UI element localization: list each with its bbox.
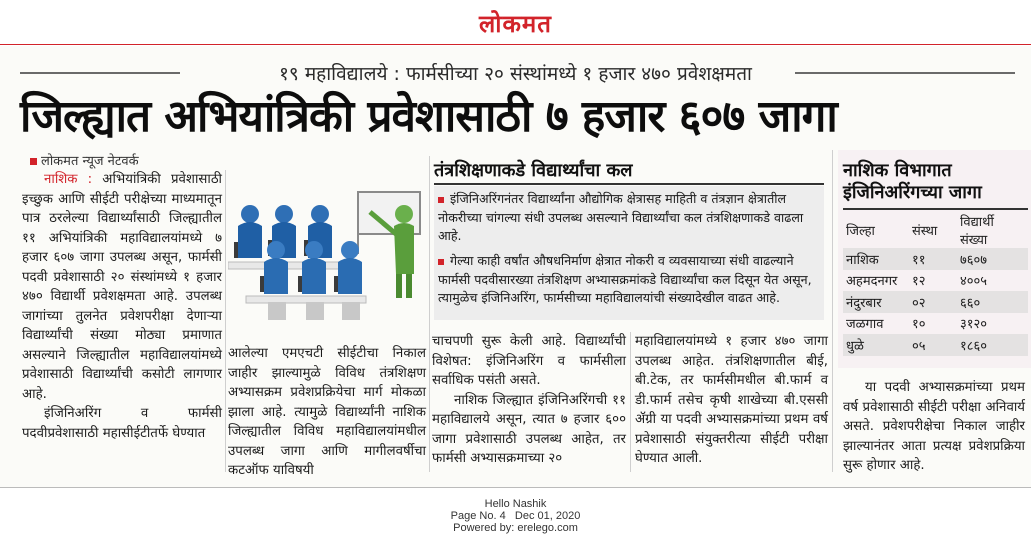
byline-text: लोकमत न्यूज नेटवर्क	[41, 154, 139, 169]
footer	[0, 498, 1031, 534]
bullet-square-icon	[438, 197, 444, 203]
box-title-rule	[434, 183, 824, 185]
table-header: जिल्हा	[846, 224, 875, 239]
column-divider	[429, 156, 430, 472]
highlight-box	[434, 186, 824, 320]
box-bullet-text: इंजिनिअरिंगनंतर विद्यार्थ्यांना औद्योगिक क्षेत्रासह माहिती व तंत्रज्ञान क्षेत्रातील नोकरीच्या चांगल्या संधी उपलब्ध असल्याने विद्यार्थ्यांचा कल तंत्रशिक्षणाकडे वाढला आहे.	[438, 191, 804, 243]
byline	[30, 151, 139, 169]
table-cell: ४००५	[960, 274, 988, 290]
column-1-para-2: इंजिनिअरिंग व फार्मसी पदवीप्रवेशासाठी महासीईटीतर्फे घेण्यात	[22, 406, 222, 441]
column-1-text: अभियांत्रिकी प्रवेशासाठी इच्छुक आणि सीईटी परीक्षेच्या माध्यमातून पात्र ठरलेल्या विद्यार्थ्यांसाठी जिल्ह्यातील ११ अभियांत्रिकी महाविद्यालयांमध्ये ७ हजार ६०७ जागा उपलब्ध असून, फार्मसी पदवी प्रवेशासाठी २० संस्थांमध्ये १ हजार ४७० विद्यार्थी प्रवेशक्षमता आहे. उपलब्ध जागांच्या तुलनेत प्रवेशपरीक्षा देणाऱ्या विद्यार्थ्यांची संख्या मोठ्या प्रमाणात असल्याने जिल्ह्यातील महाविद्यालयांमध्ये प्रवेशासाठी विद्यार्थ्यांची कसोटी लागणार आहे.	[22, 172, 223, 402]
column-3-para-1: चाचपणी सुरू केली आहे. विद्यार्थ्यांची विशेषत: इंजिनिअरिंग व फार्मसीला सर्वाधिक पसंती असते.	[432, 334, 626, 388]
footer-page-line	[0, 510, 1031, 522]
box-bullet-text: गेल्या काही वर्षांत औषधनिर्माण क्षेत्रात नोकरी व व्यवसायाच्या संधी वाढल्याने फार्मसी पदवीसारख्या तंत्रशिक्षण अभ्यासक्रमांकडे विद्यार्थ्यांचा कल दिसून येत असून, त्यामुळेच इंजिनिअरिंग, फार्मसीच्या महाविद्यालयांची संख्यादेखील वाढत आहे.	[438, 253, 812, 305]
table-row	[843, 270, 1028, 292]
table-header-row	[843, 212, 1028, 248]
table-header: विद्यार्थी संख्या	[960, 215, 994, 248]
column-3-para-2: नाशिक जिल्ह्यात इंजिनिअरिंगची ११ महाविद्यालये असून, त्यात ७ हजार ६०० जागा प्रवेशासाठी उपलब्ध आहेत, तर फार्मसी अभ्यासक्रमाच्या २०	[432, 392, 626, 466]
column-divider	[832, 150, 833, 472]
seats-table-title: नाशिक विभागात इंजिनिअरिंगच्या जागा	[843, 160, 982, 203]
table-row	[843, 334, 1028, 356]
masthead	[0, 0, 1031, 44]
bullet-square-icon	[438, 259, 444, 265]
table-cell: नाशिक	[843, 248, 909, 270]
classroom-computers-illustration	[228, 184, 424, 324]
table-cell: ३१२०	[960, 317, 988, 333]
article-column-2: आलेल्या एमएचटी सीईटीचा निकाल जाहीर झाल्यामुळे विविध तंत्रशिक्षण अभ्यासक्रम प्रवेशप्रक्रियेचा मार्ग मोकळा झाला आहे. त्यामुळे विद्यार्थ्यांनी नाशिक जिल्ह्यातील विविध महाविद्यालयांमधील उपलब्ध जागा आणि मागीलवर्षीचा कटऑफ याविषयी	[228, 346, 426, 478]
column-divider	[225, 170, 226, 472]
table-cell: ०५	[909, 334, 957, 356]
seats-table-title-rule	[843, 208, 1028, 210]
column-1-para-1	[22, 170, 222, 404]
footer-divider	[0, 487, 1031, 488]
table-cell: जळगाव	[846, 317, 884, 333]
table-cell: १०	[912, 317, 926, 333]
article-column-3	[432, 332, 626, 469]
seats-table	[843, 212, 1028, 356]
footer-date: Dec 01, 2020	[514, 510, 581, 522]
box-bullet-2	[438, 252, 818, 308]
kicker: १९ महाविद्यालये : फार्मसीच्या २० संस्थांमध्ये १ हजार ४७० प्रवेशक्षमता	[279, 63, 752, 85]
box-bullet-1	[438, 190, 818, 246]
article-column-4: महाविद्यालयांमध्ये १ हजार ४७० जागा उपलब्ध आहेत. तंत्रशिक्षणातील बीई, बी.टेक, तर फार्मसीमधील बी.फार्म व डी.फार्म तसेच कृषी शाखेच्या बी.एससी ॲग्री या पदवी अभ्यासक्रमांच्या प्रथम वर्ष प्रवेशासाठी संयुक्तरीत्या सीईटी परीक्षा घेण्यात आली.	[635, 334, 828, 466]
seats-table-wrap	[843, 212, 1028, 356]
table-cell: नंदुरबार	[843, 291, 909, 313]
footer-powered[interactable]: Powered by: erelego.com	[453, 522, 578, 534]
table-cell: १८६०	[957, 334, 1028, 356]
table-cell: धुळे	[843, 334, 909, 356]
table-cell: ७६०७	[957, 248, 1028, 270]
article-column-1	[22, 170, 222, 443]
footer-edition: Hello Nashik	[484, 498, 547, 510]
table-row	[843, 248, 1028, 270]
table-cell: ६६०	[957, 291, 1028, 313]
table-cell: ११	[909, 248, 957, 270]
headline: जिल्ह्यात अभियांत्रिकी प्रवेशासाठी ७ हजार ६०७ जागा	[20, 91, 837, 142]
newspaper-logo[interactable]: लोकमत	[479, 9, 552, 38]
masthead-divider	[0, 44, 1031, 45]
dateline: नाशिक :	[44, 172, 93, 187]
table-header: संस्था	[912, 224, 938, 239]
table-row	[843, 313, 1028, 335]
article-column-5: या पदवी अभ्यासक्रमांच्या प्रथम वर्ष प्रवेशासाठी सीईटी परीक्षा अनिवार्य असते. प्रवेशपरीक्षेचा निकाल जाहीर झाल्यानंतर आता प्रत्यक्ष प्रवेशप्रक्रिया सुरू होणार आहे.	[843, 380, 1025, 473]
box-title: तंत्रशिक्षणाकडे विद्यार्थ्यांचा कल	[434, 160, 633, 181]
table-cell: ०२	[909, 291, 957, 313]
table-cell: अहमदनगर	[846, 274, 898, 290]
footer-page: Page No. 4	[450, 510, 506, 522]
column-divider	[630, 332, 631, 472]
table-row	[843, 291, 1028, 313]
byline-bullet-icon	[30, 158, 37, 165]
illustration-icon	[228, 184, 424, 324]
table-cell: १२	[912, 274, 926, 290]
